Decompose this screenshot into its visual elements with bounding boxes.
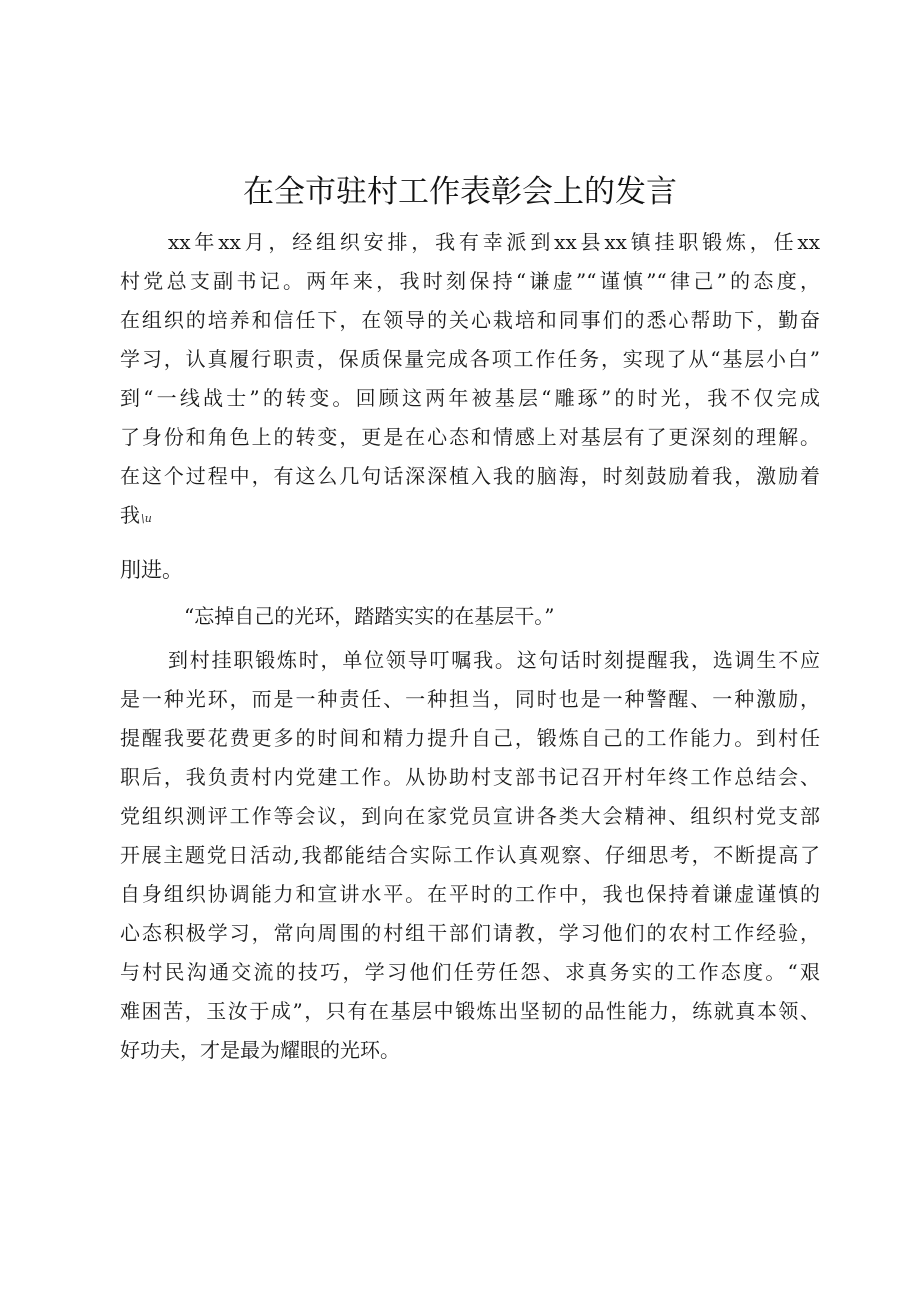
paragraph-1-line-5: 到“一线战士”的转变。回顾这两年被基层“雕琢”的时光，我不仅完成	[120, 386, 820, 410]
paragraph-2-line-9: 与村民沟通交流的技巧，学习他们任劳任怨、求真务实的工作态度。“艰	[120, 960, 820, 984]
paragraph-2-line-6: 开展主题党日活动,我都能结合实际工作认真观察、仔细思考，不断提高了	[120, 843, 820, 867]
paragraph-2-line-10: 难困苦，玉汝于成”，只有在基层中锻炼出坚韧的品性能力，练就真本领、	[120, 999, 820, 1023]
paragraph-2-line-2: 是一种光环，而是一种责任、一种担当，同时也是一种警醒、一种激励，	[120, 687, 820, 711]
paragraph-1-line-8	[120, 497, 820, 533]
paragraph-2-line-11: 好功夫，才是最为耀眼的光环。	[120, 1038, 400, 1062]
paragraph-2-line-5: 党组织测评工作等会议，到向在家党员宣讲各类大会精神、组织村党支部	[120, 804, 820, 828]
stray-mark: \u	[141, 512, 152, 525]
paragraph-2-line-4: 职后，我负责村内党建工作。从协助村支部书记召开村年终工作总结会、	[120, 765, 820, 789]
paragraph-1-line-1: xx年xx月，经组织安排，我有幸派到xx县xx镇挂职锻炼，任xx	[168, 230, 820, 254]
paragraph-1-line-7: 在这个过程中，有这么几句话深深植入我的脑海，时刻鼓励着我，激励着	[120, 464, 820, 488]
paragraph-1-line-8-text: 我	[120, 503, 140, 527]
paragraph-1-line-3: 在组织的培养和信任下，在领导的关心栽培和同事们的悉心帮助下，勤奋	[120, 308, 820, 332]
quote-line: “忘掉自己的光环，踏踏实实的在基层干。”	[184, 604, 555, 628]
paragraph-2-line-3: 提醒我要花费更多的时间和精力提升自己，锻炼自己的工作能力。到村任	[120, 726, 820, 750]
paragraph-2-line-7: 自身组织协调能力和宣讲水平。在平时的工作中，我也保持着谦虚谨慎的	[120, 882, 820, 906]
document-title: 在全市驻村工作表彰会上的发言	[243, 174, 677, 210]
paragraph-1-continuation: 刖进。	[120, 558, 183, 582]
paragraph-1-line-6: 了身份和角色上的转变，更是在心态和情感上对基层有了更深刻的理解。	[120, 425, 820, 449]
paragraph-2-line-1: 到村挂职锻炼时，单位领导叮嘱我。这句话时刻提醒我，选调生不应	[168, 648, 820, 672]
paragraph-1-line-4: 学习，认真履行职责，保质保量完成各项工作任务，实现了从“基层小白”	[120, 347, 820, 371]
paragraph-1-line-2: 村党总支副书记。两年来，我时刻保持“谦虚”“谨慎”“律己”的态度，	[120, 269, 820, 293]
paragraph-2-line-8: 心态积极学习，常向周围的村组干部们请教，学习他们的农村工作经验，	[120, 921, 820, 945]
